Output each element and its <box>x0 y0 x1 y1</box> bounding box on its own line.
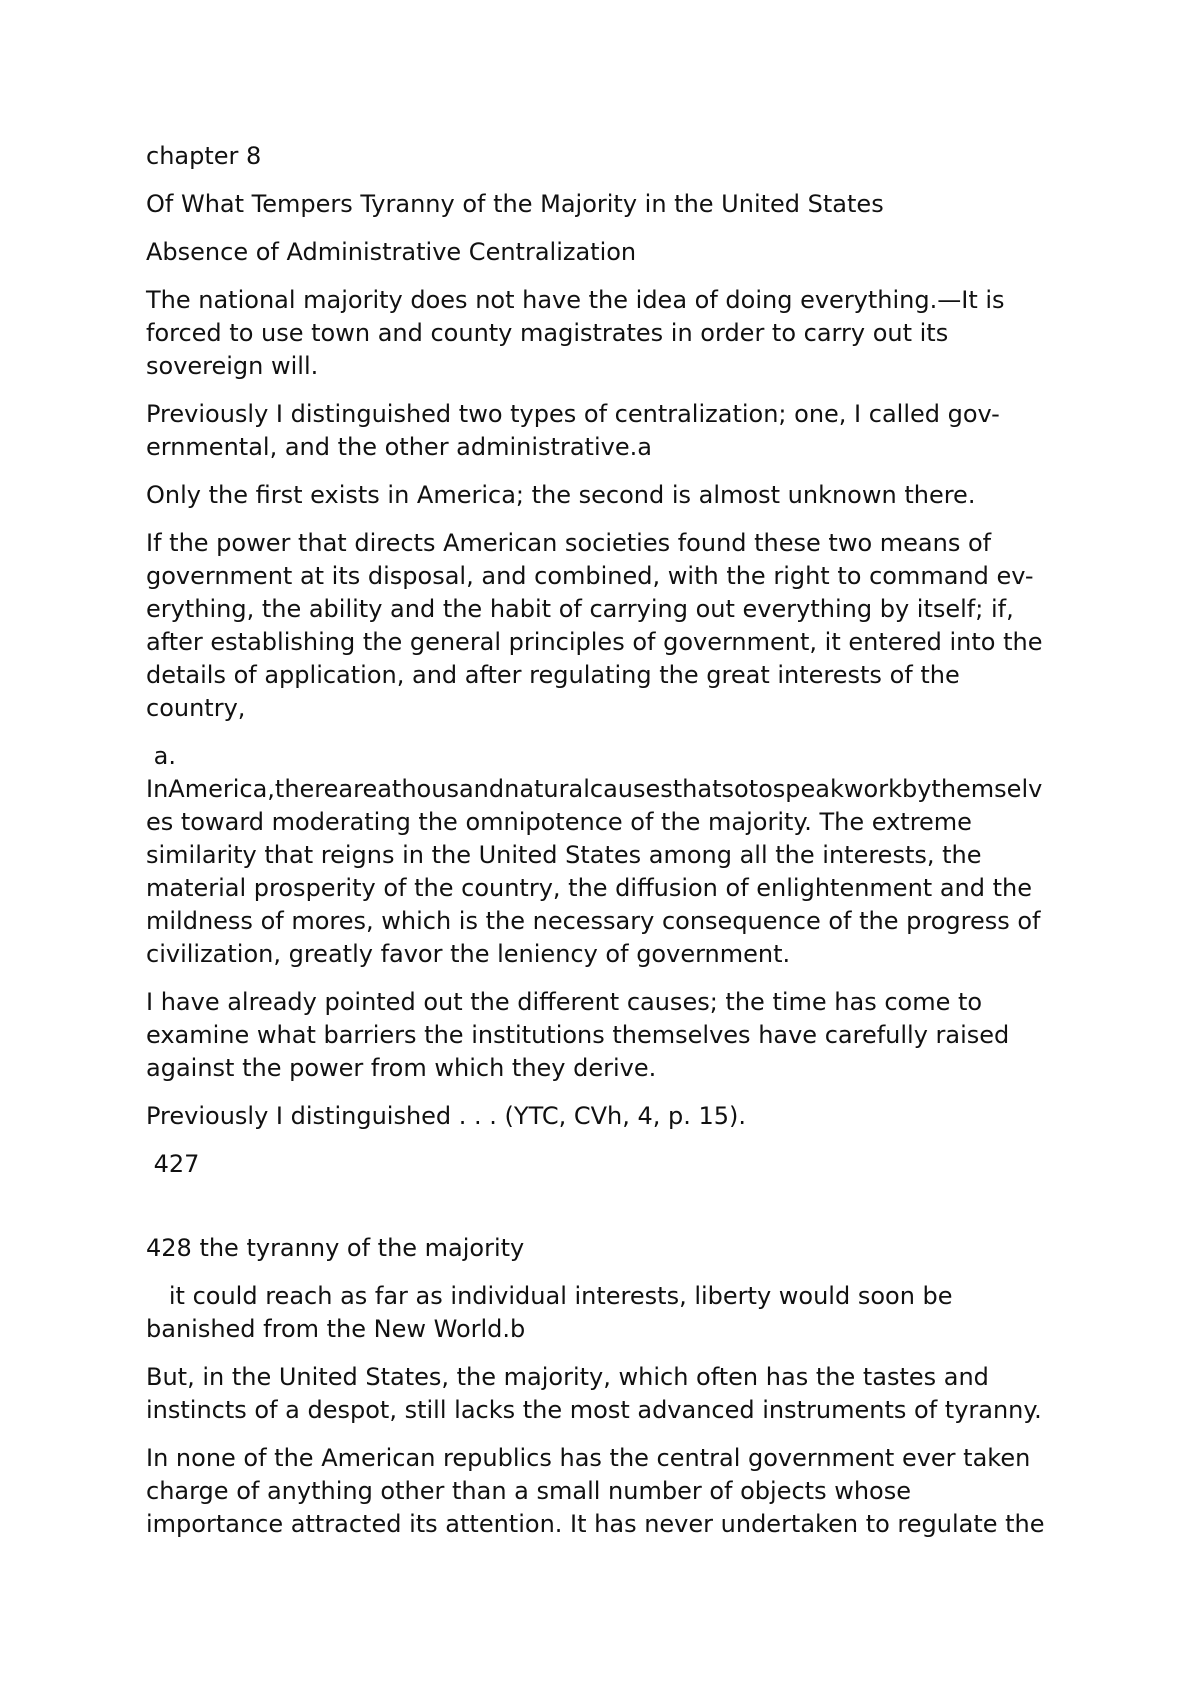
chapter-title: Of What Tempers Tyranny of the Majority in the United States <box>146 190 884 218</box>
paragraph: But, in the United States, the majority, which often has the tastes and instincts of a despot, still lacks the most advanced instruments of tyranny. <box>146 1363 1042 1424</box>
section-title: Absence of Administrative Centralization <box>146 238 637 266</box>
paragraph: it could reach as far as individual interests, liberty would soon be banished from the New World.b <box>146 1282 953 1343</box>
footnote-a <box>146 740 1066 971</box>
footnote-reference: Previously I distinguished . . . (YTC, CVh, 4, p. 15). <box>146 1102 747 1130</box>
section-summary: The national majority does not have the idea of doing everything.—It is forced to use town and county magistrates in order to carry out its sovereign will. <box>146 286 1005 380</box>
footnote-marker: a. <box>146 742 176 770</box>
page-number: 427 <box>146 1150 200 1178</box>
footnote-text: es toward moderating the omnipotence of the majority. The extreme similarity that reigns in the United States among all the interests, the material prosperity of the country, the diffusion of enlightenment and the mildness of mores, which is the necessary consequence of the progress of civilization, greatly favor the leniency of government. <box>146 808 1041 968</box>
running-header: 428 the tyranny of the majority <box>146 1234 525 1262</box>
paragraph: I have already pointed out the different causes; the time has come to examine what barriers the institutions themselves have carefully raised against the power from which they derive. <box>146 988 1010 1082</box>
document-page <box>146 140 1066 1556</box>
chapter-label: chapter 8 <box>146 142 262 170</box>
paragraph: If the power that directs American societies found these two means of government at its disposal, and combined, with the right to command ev- erything, the ability and the habit of carrying out everything by itself; if, after establishing the general principles of government, it entered into the details of application, and after regulating the great interests of the country, <box>146 529 1043 722</box>
paragraph: Previously I distinguished two types of centralization; one, I called gov- ernmental, and the other administrative.a <box>146 400 1000 461</box>
paragraph: In none of the American republics has the central government ever taken charge of anything other than a small number of objects whose importance attracted its attention. It has never undertaken to regulate the <box>146 1444 1045 1538</box>
paragraph: Only the first exists in America; the second is almost unknown there. <box>146 481 976 509</box>
footnote-runon-line: InAmerica,thereareathousandnaturalcausesthatsotospeakworkbythemselv <box>146 775 1043 803</box>
